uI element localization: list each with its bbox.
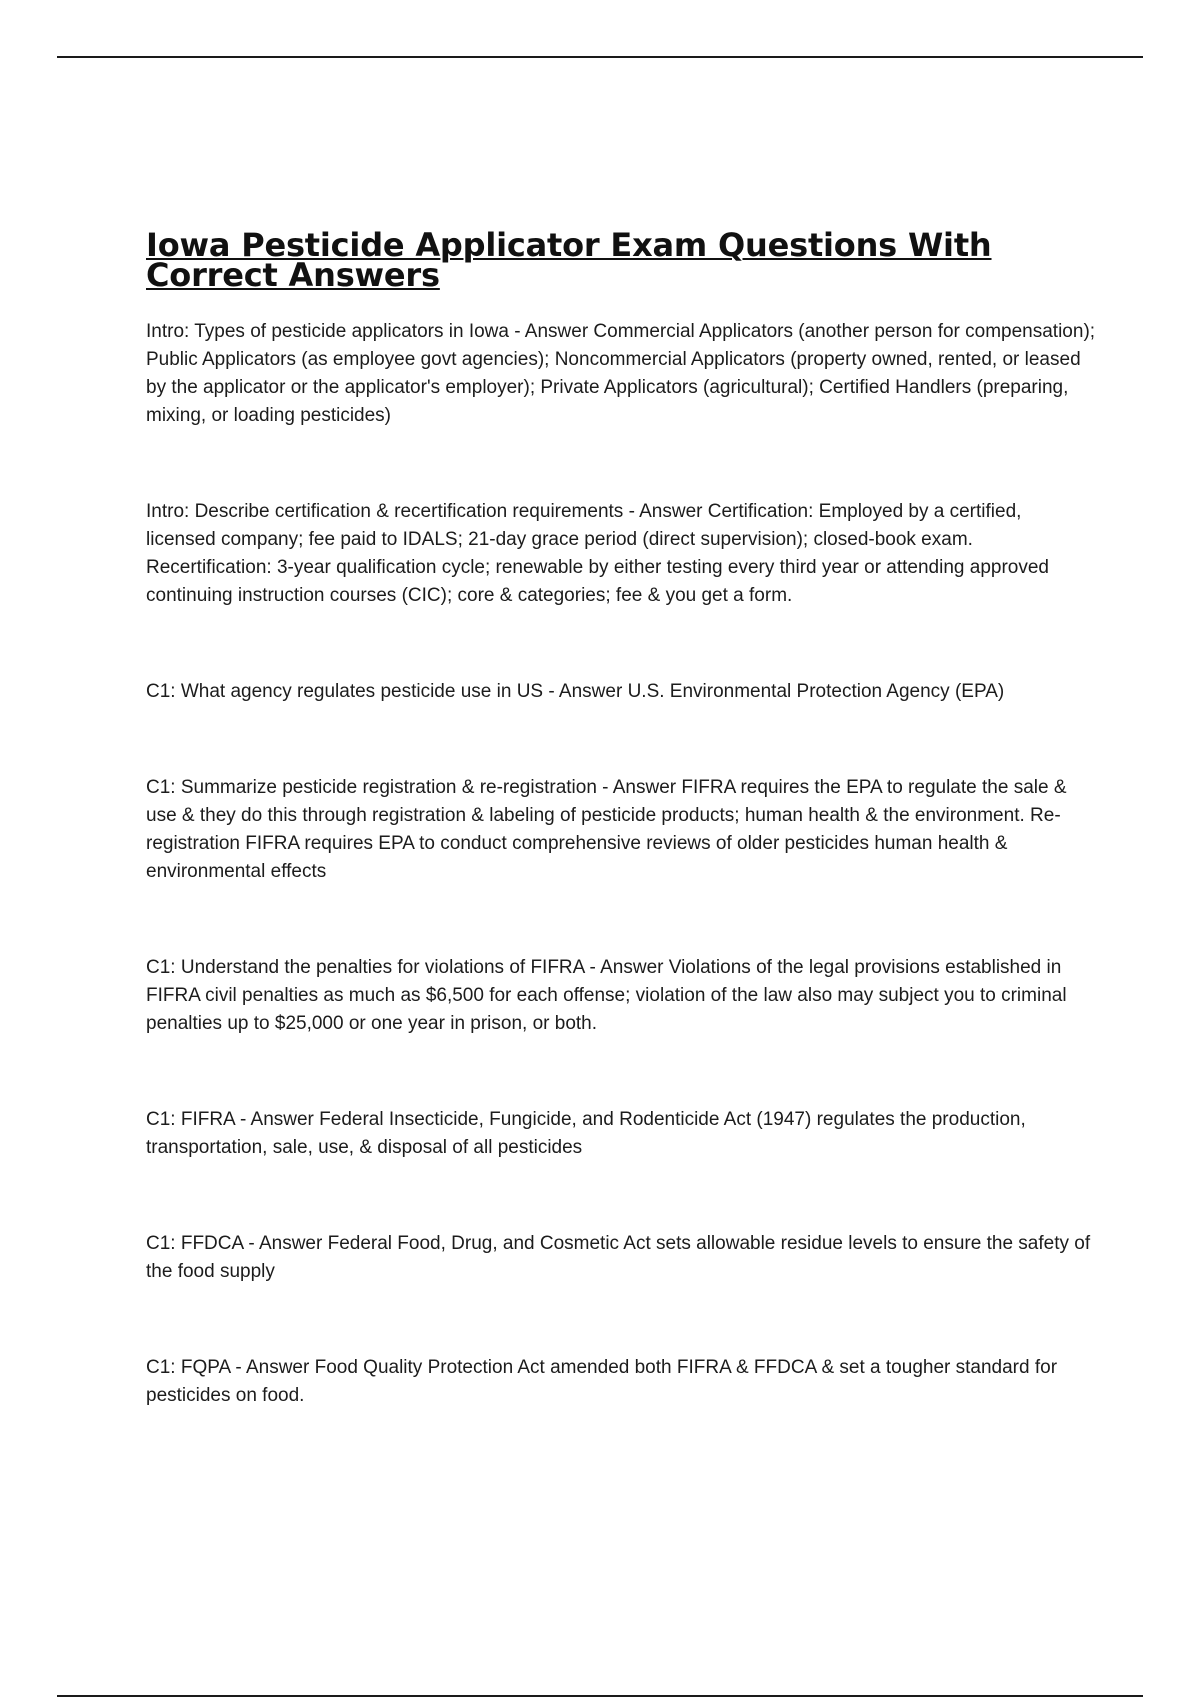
qa-item: C1: FFDCA - Answer Federal Food, Drug, and Cosmetic Act sets allowable residue levels to ensure the safety of the food supply — [146, 1233, 1091, 1282]
qa-item: C1: What agency regulates pesticide use in US - Answer U.S. Environmental Protection Agency (EPA) — [146, 681, 1005, 702]
document-title: Iowa Pesticide Applicator Exam Questions With Correct Answers — [146, 226, 992, 294]
top-rule — [57, 56, 1143, 58]
qa-item: C1: Understand the penalties for violations of FIFRA - Answer Violations of the legal provisions established in FIFRA civil penalties as much as $6,500 for each offense; violation of the law also may subject you to criminal penalties up to $25,000 or one year in prison, or both. — [146, 957, 1067, 1034]
bottom-rule — [57, 1695, 1143, 1697]
qa-item: Intro: Describe certification & recertification requirements - Answer Certification: Employed by a certified, licensed company; fee paid to IDALS; 21-day grace period (direct supervision); closed-book exam. Recertification: 3-year qualification cycle; renewable by either testing every third year or attending approved continuing instruction courses (CIC); core & categories; fee & you get a form. — [146, 501, 1049, 606]
qa-item: C1: FQPA - Answer Food Quality Protection Act amended both FIFRA & FFDCA & set a tougher standard for pesticides on food. — [146, 1357, 1058, 1406]
document-body — [146, 226, 1096, 1410]
qa-item: Intro: Types of pesticide applicators in Iowa - Answer Commercial Applicators (another person for compensation); Public Applicators (as employee govt agencies); Noncommercial Applicators (property owned, rented, or leased by the applicator or the applicator's employer); Private Applicators (agricultural); Certified Handlers (preparing, mixing, or loading pesticides) — [146, 321, 1096, 426]
qa-list — [146, 318, 1096, 1410]
qa-item: C1: FIFRA - Answer Federal Insecticide, Fungicide, and Rodenticide Act (1947) regulates the production, transportation, sale, use, & disposal of all pesticides — [146, 1109, 1026, 1158]
qa-item: C1: Summarize pesticide registration & re-registration - Answer FIFRA requires the EPA to regulate the sale & use & they do this through registration & labeling of pesticide products; human health & the environment. Re-registration FIFRA requires EPA to conduct comprehensive reviews of older pesticides human health & environmental effects — [146, 777, 1067, 882]
